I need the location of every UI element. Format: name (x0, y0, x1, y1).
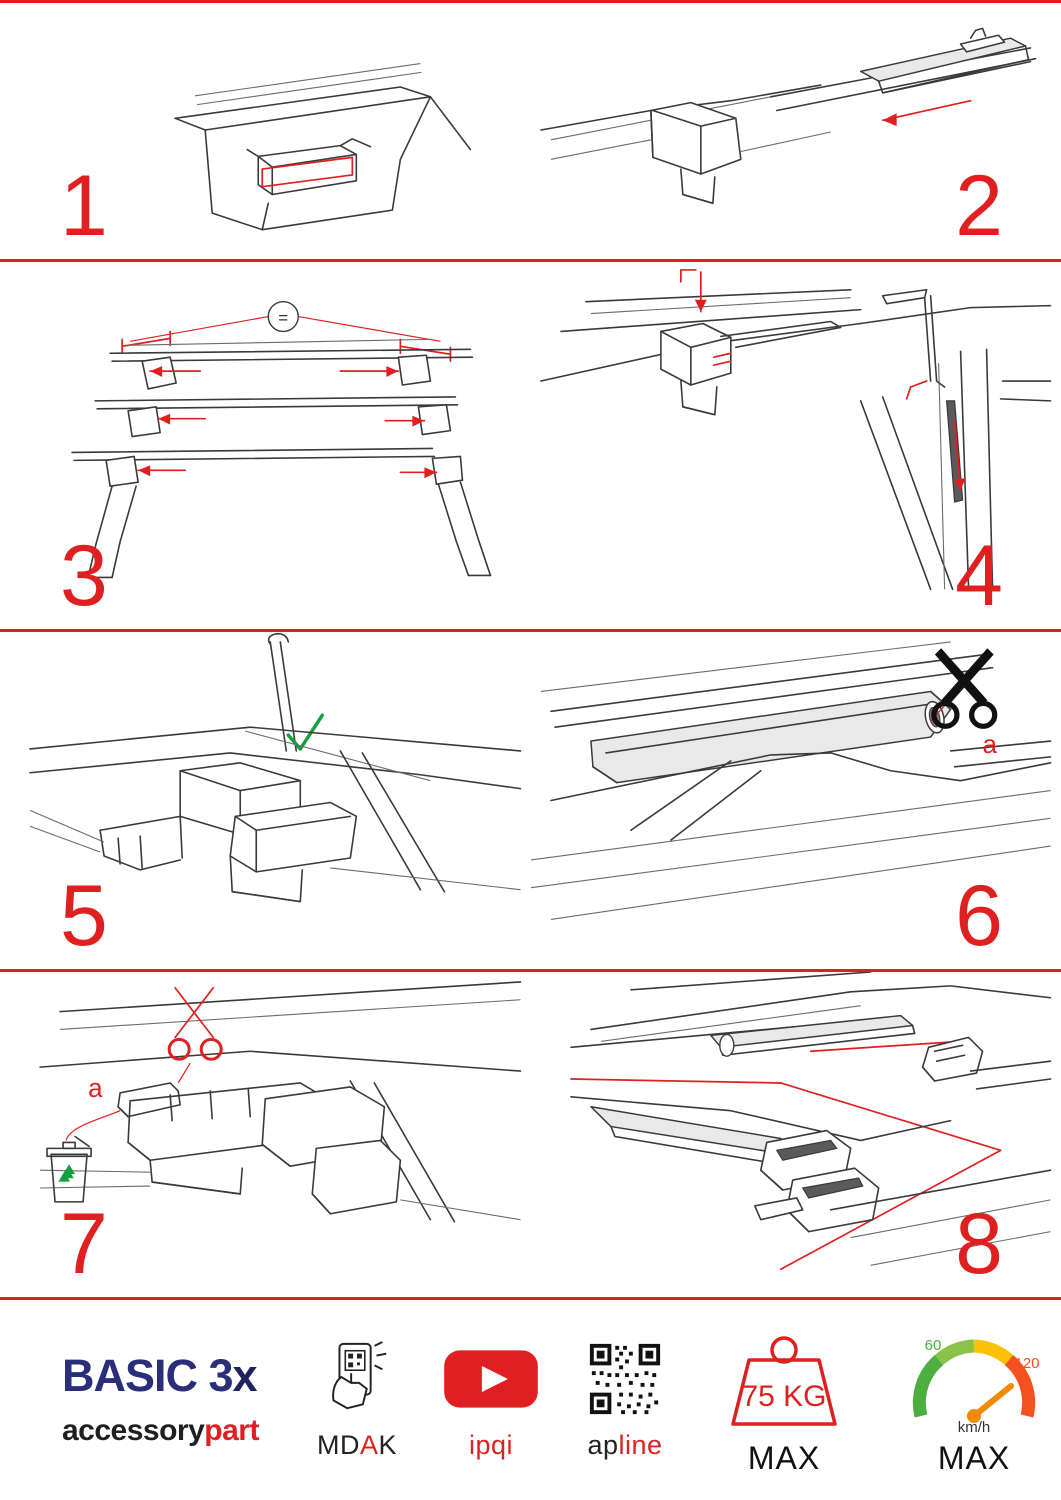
brand-subtitle-b: part (204, 1413, 259, 1447)
logo-apline[interactable] (571, 1340, 679, 1461)
apline-part1: ap (587, 1429, 619, 1460)
qr-hand-icon (303, 1340, 411, 1418)
spec-max-speed (889, 1324, 1059, 1477)
step-row-1 (0, 0, 1061, 262)
brand-subtitle (62, 1414, 277, 1448)
scissors-icon-step7 (169, 988, 221, 1059)
weight-value: 75 KG (741, 1379, 827, 1413)
brand-block (62, 1349, 277, 1448)
weight-icon (699, 1324, 869, 1434)
gauge-unit: km/h (957, 1418, 991, 1434)
youtube-icon (437, 1340, 545, 1418)
step-number-5: 5 (60, 867, 106, 964)
step-panel-2 (531, 3, 1061, 259)
step-number-4: 4 (955, 527, 1001, 624)
logo-caption-apline (571, 1430, 679, 1461)
qr-code-icon (571, 1340, 679, 1418)
step-number-8: 8 (955, 1195, 1001, 1292)
max-speed-caption: MAX (937, 1439, 1011, 1476)
step-panel-5 (0, 632, 531, 969)
step-number-3: 3 (60, 527, 106, 624)
mdak-part3: K (378, 1429, 398, 1460)
logo-caption-mdak (303, 1430, 411, 1461)
brand-subtitle-a: accessory (62, 1413, 205, 1447)
step-panel-8 (531, 972, 1061, 1297)
step-number-6: 6 (955, 867, 1001, 964)
step-row-4 (0, 972, 1061, 1300)
gauge-min: 60 (924, 1336, 942, 1354)
step-panel-3 (0, 262, 531, 629)
equal-symbol: = (278, 308, 289, 328)
step-panel-6 (531, 632, 1061, 969)
recycle-bin-icon (47, 1136, 91, 1201)
label-a-step7: a (88, 1074, 103, 1103)
logo-caption-ipqi: ipqi (468, 1429, 514, 1460)
logo-mdak[interactable] (303, 1340, 411, 1461)
logo-ipqi[interactable] (437, 1340, 545, 1461)
step-number-7: 7 (60, 1195, 106, 1292)
step-row-3 (0, 632, 1061, 972)
footer (0, 1300, 1061, 1500)
step-number-1: 1 (60, 157, 106, 254)
apline-part2: line (618, 1429, 663, 1460)
step-panel-4 (531, 262, 1061, 629)
step-row-2 (0, 262, 1061, 632)
gauge-max: 120 (1014, 1354, 1040, 1372)
brand-title-main: BASIC 3 (62, 1349, 233, 1401)
mdak-part2: A (359, 1429, 379, 1460)
step-panel-7 (0, 972, 531, 1297)
spec-max-load (699, 1324, 869, 1477)
step-number-2: 2 (955, 157, 1001, 254)
label-a-step6: a (982, 731, 997, 759)
speedometer-icon (889, 1324, 1059, 1434)
max-load-caption: MAX (747, 1439, 821, 1476)
brand-title (62, 1349, 277, 1401)
brand-title-suffix: x (232, 1349, 257, 1401)
step-panel-1 (0, 3, 531, 259)
mdak-part1: MD (316, 1429, 360, 1460)
